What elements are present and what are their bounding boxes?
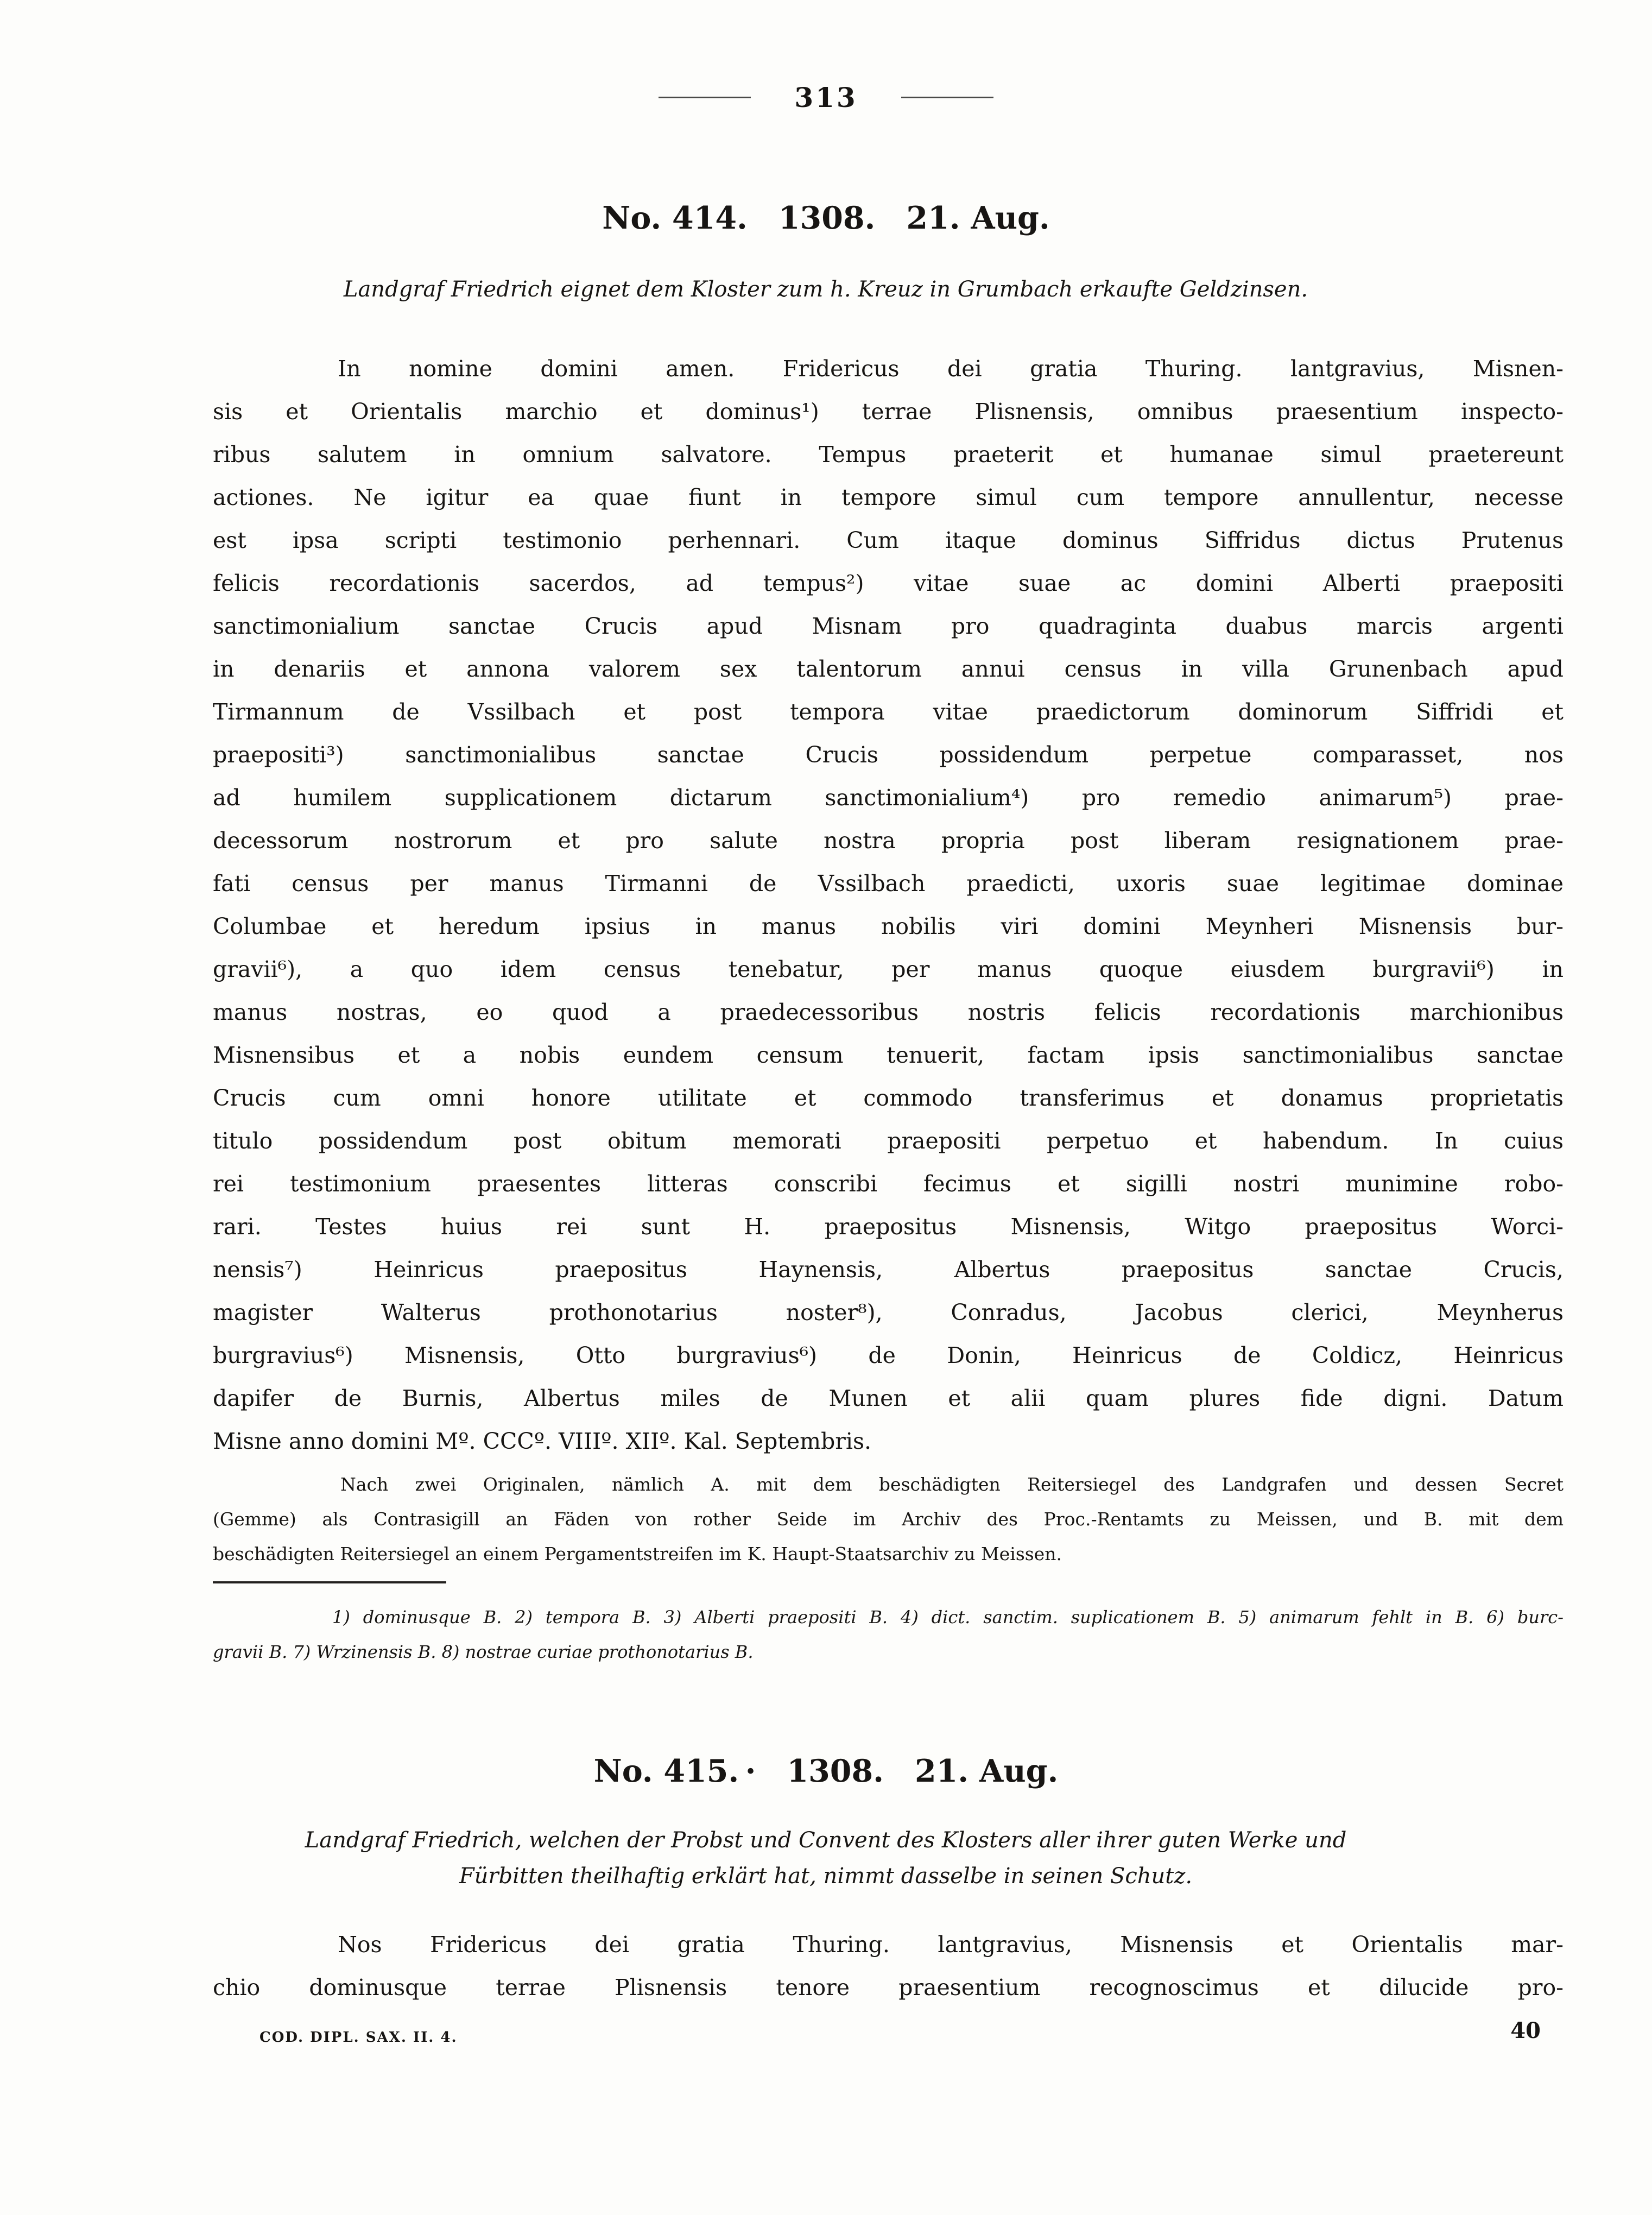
entry-414-footnotes	[213, 1600, 1564, 1669]
body-line: felicis recordationis sacerdos, ad tempus²) vitae suae ac domini Alberti praepositi	[213, 570, 1564, 596]
body-line: manus nostras, eo quod a praedecessoribus nostris felicis recordationis marchionibus	[213, 999, 1564, 1025]
footnote-line: gravii B. 7) Wrzinensis B. 8) nostrae curiae prothonotarius B.	[213, 1642, 754, 1662]
page-number: 313	[794, 81, 858, 113]
sheet-number: 40	[1510, 2018, 1541, 2043]
body-line: Misne anno domini Mº. CCCº. VIIIº. XIIº. Kal. Septembris.	[213, 1428, 872, 1454]
body-line: sis et Orientalis marchio et dominus¹) terrae Plisnensis, omnibus praesentium inspecto-	[213, 399, 1564, 425]
body-line: Columbae et heredum ipsius in manus nobilis viri domini Meynheri Misnensis bur-	[213, 913, 1564, 939]
header-rule-left	[659, 97, 751, 98]
note-line: (Gemme) als Contrasigill an Fäden von rother Seide im Archiv des Proc.-Rentamts zu Meissen, und B. mit dem	[213, 1509, 1564, 1530]
body-line: Misnensibus et a nobis eundem censum tenuerit, factam ipsis sanctimonialibus sanctae	[213, 1042, 1564, 1068]
body-line: fati census per manus Tirmanni de Vssilbach praedicti, uxoris suae legitimae dominae	[213, 870, 1564, 897]
body-line: titulo possidendum post obitum memorati praepositi perpetuo et habendum. In cuius	[213, 1128, 1564, 1154]
entry-414-heading: No. 414. 1308. 21. Aug.	[602, 200, 1050, 236]
entry-414-body	[213, 348, 1564, 1463]
series-imprint: COD. DIPL. SAX. II. 4.	[259, 2029, 458, 2046]
entry-414-provenance-note	[213, 1467, 1564, 1572]
body-line: ribus salutem in omnium salvatore. Tempus praeterit et humanae simul praetereunt	[213, 441, 1564, 468]
body-line: In nomine domini amen. Fridericus dei gratia Thuring. lantgravius, Misnen-	[338, 356, 1564, 382]
body-line: ad humilem supplicationem dictarum sanctimonialium⁴) pro remedio animarum⁵) prae-	[213, 785, 1564, 811]
body-line: praepositi³) sanctimonialibus sanctae Crucis possidendum perpetue comparasset, nos	[213, 742, 1564, 768]
summary-line: Landgraf Friedrich, welchen der Probst und Convent des Klosters aller ihrer guten Werke und	[305, 1828, 1347, 1853]
footnote-line: 1) dominusque B. 2) tempora B. 3) Alberti praepositi B. 4) dict. sanctim. suplicationem B. 5) animarum fehlt in B. 6) burc-	[332, 1607, 1564, 1627]
entry-415-body	[213, 1923, 1564, 2009]
entry-414-summary: Landgraf Friedrich eignet dem Kloster zum h. Kreuz in Grumbach erkaufte Geldzinsen.	[343, 277, 1308, 302]
body-line: sanctimonialium sanctae Crucis apud Misnam pro quadraginta duabus marcis argenti	[213, 613, 1564, 639]
footnote-separator	[213, 1581, 446, 1583]
summary-line: Fürbitten theilhaftig erklärt hat, nimmt dasselbe in seinen Schutz.	[459, 1864, 1193, 1889]
body-line: actiones. Ne igitur ea quae fiunt in tempore simul cum tempore annullentur, necesse	[213, 484, 1564, 510]
body-line: est ipsa scripti testimonio perhennari. Cum itaque dominus Siffridus dictus Prutenus	[213, 527, 1564, 553]
body-line: Nos Fridericus dei gratia Thuring. lantgravius, Misnensis et Orientalis mar-	[338, 1932, 1564, 1958]
body-line: dapifer de Burnis, Albertus miles de Munen et alii quam plures fide digni. Datum	[213, 1385, 1564, 1411]
body-line: nensis⁷) Heinricus praepositus Haynensis, Albertus praepositus sanctae Crucis,	[213, 1257, 1564, 1283]
page-header	[0, 81, 1652, 113]
body-line: gravii⁶), a quo idem census tenebatur, per manus quoque eiusdem burgravii⁶) in	[213, 956, 1564, 982]
body-line: decessorum nostrorum et pro salute nostra propria post liberam resignationem prae-	[213, 828, 1564, 854]
note-line: beschädigten Reitersiegel an einem Pergamentstreifen im K. Haupt-Staatsarchiv zu Meissen.	[213, 1543, 1062, 1564]
body-line: chio dominusque terrae Plisnensis tenore praesentium recognoscimus et dilucide pro-	[213, 1974, 1564, 2001]
header-rule-right	[901, 97, 993, 98]
body-line: in denariis et annona valorem sex talentorum annui census in villa Grunenbach apud	[213, 656, 1564, 682]
body-line: Tirmannum de Vssilbach et post tempora vitae praedictorum dominorum Siffridi et	[213, 699, 1564, 725]
body-line: rei testimonium praesentes litteras conscribi fecimus et sigilli nostri munimine robo-	[213, 1171, 1564, 1197]
note-line: Nach zwei Originalen, nämlich A. mit dem beschädigten Reitersiegel des Landgrafen und dessen Secret	[340, 1474, 1564, 1495]
body-line: magister Walterus prothonotarius noster⁸), Conradus, Jacobus clerici, Meynherus	[213, 1299, 1564, 1326]
body-line: Crucis cum omni honore utilitate et commodo transferimus et donamus proprietatis	[213, 1085, 1564, 1111]
entry-415-summary	[150, 1822, 1502, 1894]
entry-415-heading: No. 415. · 1308. 21. Aug.	[593, 1753, 1059, 1789]
body-line: rari. Testes huius rei sunt H. praepositus Misnensis, Witgo praepositus Worci-	[213, 1214, 1564, 1240]
body-line: burgravius⁶) Misnensis, Otto burgravius⁶) de Donin, Heinricus de Coldicz, Heinricus	[213, 1342, 1564, 1368]
